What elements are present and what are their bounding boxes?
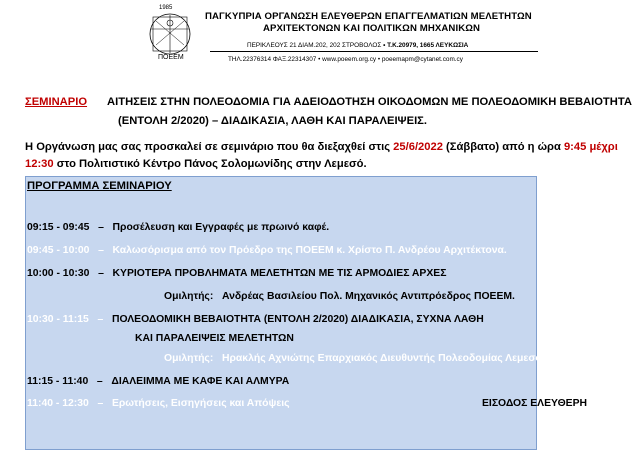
address-line: ΠΕΡΙΚΛΕΟΥΣ 21 ΔΙΑΜ.202, 202 ΣΤΡΟΒΟΛΟΣ • Τ.Κ.20979, 1665 ΛΕΥΚΩΣΙΑ — [247, 42, 469, 49]
free-entry-label: ΕΙΣΟΔΟΣ ΕΛΕΥΘΕΡΗ — [482, 398, 588, 409]
program-row: 10:30 - 11:15 – ΠΟΛΕΟΔΟΜΙΚΗ ΒΕΒΑΙΟΤΗΤΑ (ΕΝΤΟΛΗ 2/2020) ΔΙΑΔΙΚΑΣΙΑ, ΣΥΧΝΑ ΛΑΘΗ — [27, 314, 484, 325]
org-name-line1: ΠΑΓΚΥΠΡΙΑ ΟΡΓΑΝΩΣΗ ΕΛΕΥΘΕΡΩΝ ΕΠΑΓΓΕΛΜΑΤΙΩΝ ΜΕΛΕΤΗΤΩΝ — [205, 11, 532, 22]
org-name-line2: ΑΡΧΙΤΕΚΤΟΝΩΝ ΚΑΙ ΠΟΛΙΤΙΚΩΝ ΜΗΧΑΝΙΚΩΝ — [263, 23, 481, 34]
program-heading: ΠΡΟΓΡΑΜΜΑ ΣΕΜΙΝΑΡΙΟΥ — [27, 180, 172, 192]
intro-line1: Η Οργάνωση μας σας προσκαλεί σε σεμινάριο που θα διεξαχθεί στις 25/6/2022 (Σάββατο) από η ώρα 9:45 μέχρι — [25, 141, 618, 153]
program-row: 11:15 - 11:40 – ΔΙΑΛΕΙΜΜΑ ΜΕ ΚΑΦΕ ΚΑΙ ΑΛΜΥΡΑ — [27, 376, 290, 387]
program-row: 09:45 - 10:00 – Καλωσόρισμα από τον Πρόεδρο της ΠΟΕΕΜ κ. Χρίστο Π. Ανδρέου Αρχιτέκτονα. — [27, 245, 507, 256]
logo-text: ΠΟΕΕΜ — [158, 54, 184, 61]
end-time: 12:30 — [25, 158, 54, 170]
program-row-continued: ΚΑΙ ΠΑΡΑΛΕΙΨΕΙΣ ΜΕΛΕΤΗΤΩΝ — [135, 333, 294, 344]
logo-year: 1985 — [159, 5, 173, 11]
seminar-title-line2: (ΕΝΤΟΛΗ 2/2020) – ΔΙΑΔΙΚΑΣΙΑ, ΛΑΘΗ ΚΑΙ ΠΑΡΑΛΕΙΨΕΙΣ. — [118, 115, 428, 127]
seminar-date: 25/6/2022 — [393, 141, 443, 153]
intro-line2: 12:30 στο Πολιτιστικό Κέντρο Πάνος Σολομωνίδης στην Λεμεσό. — [25, 158, 367, 170]
contact-line: ΤΗΛ.22376314 ΦΑΞ.22314307 • www.poeem.org.cy • poeemapm@cytanet.com.cy — [228, 56, 463, 63]
header-rule — [210, 51, 538, 52]
program-row: 11:40 - 12:30 – Ερωτήσεις, Εισηγήσεις και Απόψεις — [27, 398, 290, 409]
seminar-label: ΣΕΜΙΝΑΡΙΟ — [25, 96, 88, 108]
speaker-row: Ομιλητής: Ανδρέας Βασιλείου Πολ. Μηχανικός Αντιπρόεδρος ΠΟΕΕΜ. — [164, 291, 515, 302]
program-row: 10:00 - 10:30 – ΚΥΡΙΟΤΕΡΑ ΠΡΟΒΛΗΜΑΤΑ ΜΕΛΕΤΗΤΩΝ ΜΕ ΤΙΣ ΑΡΜΟΔΙΕΣ ΑΡΧΕΣ — [27, 268, 447, 279]
speaker-row: Ομιλητής: Ηρακλής Αχνιώτης Επαρχιακός Διευθυντής Πολεοδομίας Λεμεσού. — [164, 353, 551, 364]
start-time: 9:45 μέχρι — [563, 141, 618, 153]
seminar-title-line1: ΣΕΜΙΝΑΡΙΟ ΑΙΤΗΣΕΙΣ ΣΤΗΝ ΠΟΛΕΟΔΟΜΙΑ ΓΙΑ ΑΔΕΙΟΔΟΤΗΣΗ ΟΙΚΟΔΟΜΩΝ ΜΕ ΠΟΛΕΟΔΟΜΙΚΗ ΒΕΒΑΙΟΤΗΤΑ — [25, 96, 632, 108]
program-row: 09:15 - 09:45 – Προσέλευση και Εγγραφές με πρωινό καφέ. — [27, 222, 330, 233]
